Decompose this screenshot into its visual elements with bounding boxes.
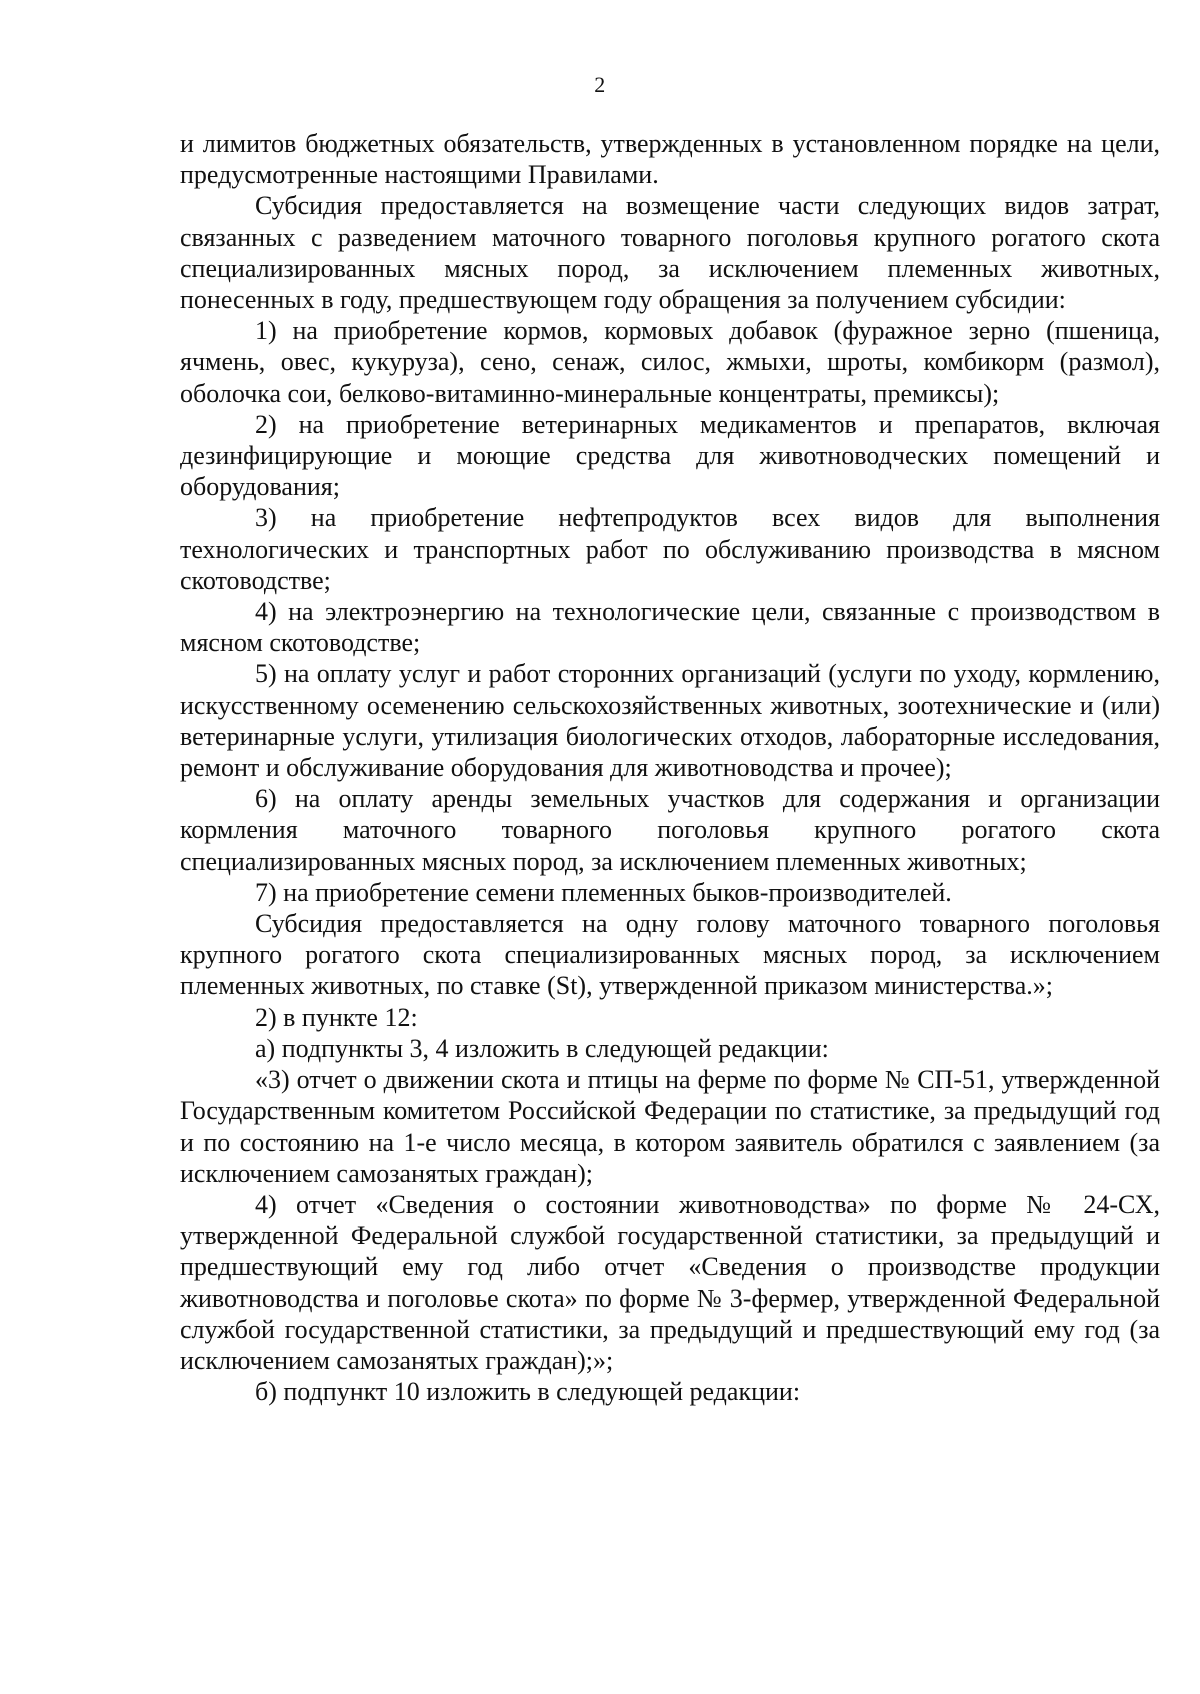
list-item-6-land-lease: 6) на оплату аренды земельных участков для содержания и организации кормления маточного товарного поголовья крупного рогатого скота специализированных мясных пород, за исключением племенных животных; xyxy=(180,784,1160,876)
document-body xyxy=(180,128,1160,1407)
list-item-2-veterinary: 2) на приобретение ветеринарных медикаментов и препаратов, включая дезинфицирующие и моющие средства для животноводческих помещений и оборудования; xyxy=(180,409,1160,502)
list-item-5-services: 5) на оплату услуг и работ сторонних организаций (услуги по уходу, кормлению, искусственному осеменению сельскохозяйственных животных, зоотехнические и (или) ветеринарные услуги, утилизация биологических отходов, лабораторные исследования, ремонт и обслуживание оборудования для животноводства и прочее); xyxy=(180,659,1160,783)
paragraph-subsidy-rate: Субсидия предоставляется на одну голову маточного товарного поголовья крупного рогатого скота специализированных мясных пород, за исключением племенных животных, по ставке (St), утвержденной приказом министерства.»; xyxy=(180,909,1160,1001)
list-item-4-electricity: 4) на электроэнергию на технологические цели, связанные с производством в мясном скотоводстве; xyxy=(180,597,1160,658)
paragraph-subsidy-costs: Субсидия предоставляется на возмещение части следующих видов затрат, связанных с разведением маточного товарного поголовья крупного рогатого скота специализированных мясных пород, за исключением племенных животных, понесенных в году, предшествующем году обращения за получением субсидии: xyxy=(180,191,1160,315)
paragraph-point-12: 2) в пункте 12: xyxy=(255,1002,418,1032)
list-item-1-feed: 1) на приобретение кормов, кормовых добавок (фуражное зерно (пшеница, ячмень, овес, кукуруза), сено, сенаж, силос, жмыхи, шроты, комбикорм (размол), оболочка сои, белково-витаминно-минеральные концентраты, премиксы); xyxy=(180,316,1160,408)
paragraph-budget-limits: и лимитов бюджетных обязательств, утвержденных в установленном порядке на цели, предусмотренные настоящими Правилами. xyxy=(180,129,1160,190)
paragraph-subpoint-10: б) подпункт 10 изложить в следующей редакции: xyxy=(255,1377,801,1407)
list-item-3-fuel: 3) на приобретение нефтепродуктов всех видов для выполнения технологических и транспортных работ по обслуживанию производства в мясном скотоводстве; xyxy=(180,503,1160,595)
page-number: 2 xyxy=(594,72,606,97)
paragraph-subpoints-3-4: а) подпункты 3, 4 изложить в следующей редакции: xyxy=(255,1033,829,1063)
paragraph-report-sp51: «3) отчет о движении скота и птицы на ферме по форме № СП-51, утвержденной Государственным комитетом Российской Федерации по статистике, за предыдущий год и по состоянию на 1-е число месяца, в котором заявитель обратился с заявлением (за исключением самозанятых граждан); xyxy=(180,1065,1160,1188)
paragraph-report-24sx: 4) отчет «Сведения о состоянии животноводства» по форме № 24-СХ, утвержденной Федеральной службой государственной статистики, за предыдущий и предшествующий ему год либо отчет «Сведения о производстве продукции животноводства и поголовье скота» по форме № 3-фермер, утвержденной Федеральной службой государственной статистики, за предыдущий и предшествующий ему год (за исключением самозанятых граждан);»; xyxy=(180,1189,1160,1375)
list-item-7-semen: 7) на приобретение семени племенных быков-производителей. xyxy=(255,877,952,907)
